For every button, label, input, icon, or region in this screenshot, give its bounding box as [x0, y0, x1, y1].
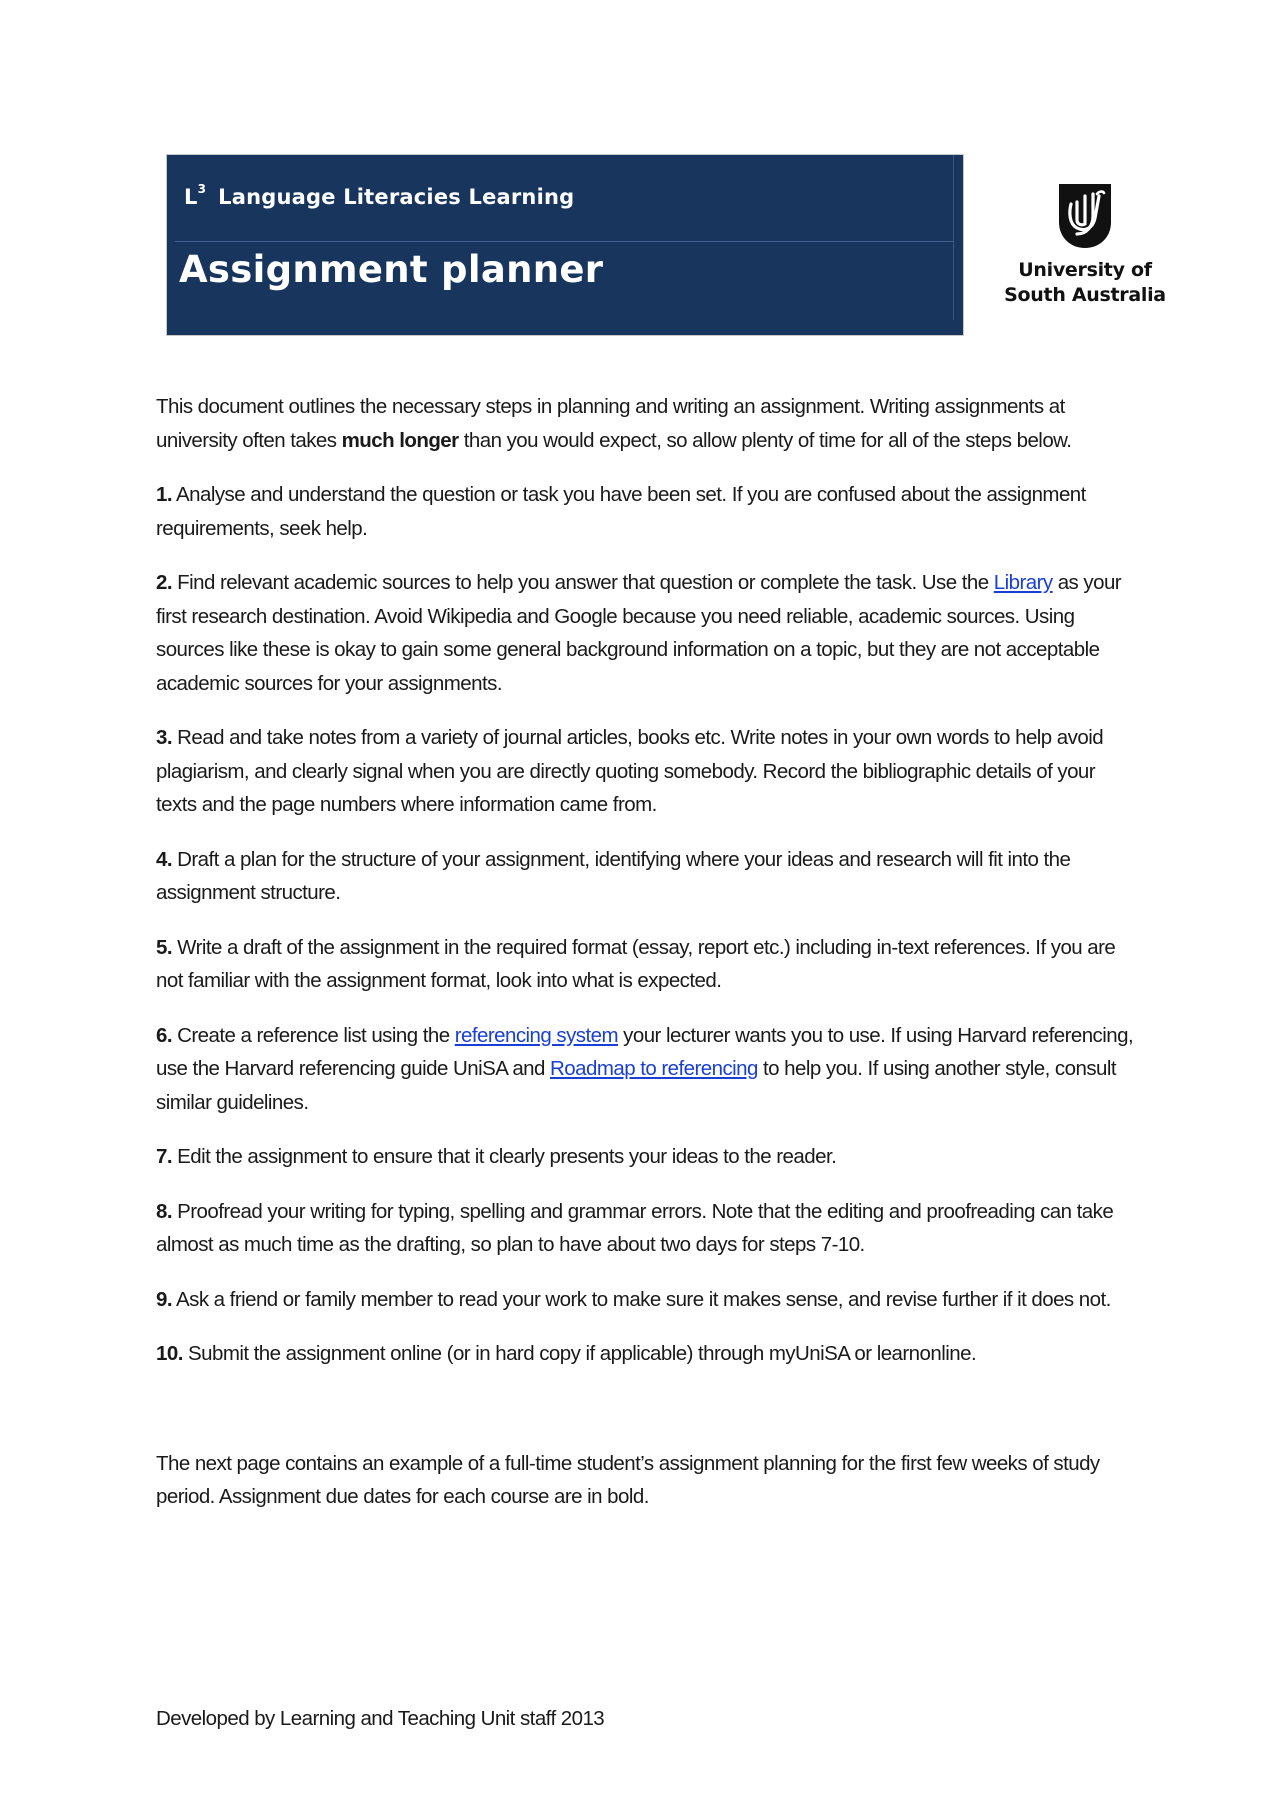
emphasis-text: much longer: [341, 428, 459, 452]
step-4: 4. Draft a plan for the structure of your assignment, identifying where your ideas and research will fit into the assignment structure.: [156, 847, 1071, 904]
unisa-shield-icon: [1057, 182, 1113, 250]
step-number: 9.: [156, 1287, 172, 1311]
l3-mark: $L^3$: [184, 182, 207, 209]
step-5: 5. Write a draft of the assignment in the required format (essay, report etc.) including in-text references. If you are not familiar with the assignment format, look into what is expected.: [156, 935, 1116, 992]
step-9: 9. Ask a friend or family member to read your work to make sure it makes sense, and revise further if it does not.: [156, 1287, 1111, 1311]
university-name: University of South Australia: [1004, 259, 1166, 306]
step-number: 4.: [156, 847, 172, 871]
step-3: 3. Read and take notes from a variety of journal articles, books etc. Write notes in your own words to help avoid plagiarism, and clearly signal when you are directly quoting somebody. Record the bibliographic details of your texts and the page numbers where information came from.: [156, 726, 1104, 816]
step-number: 7.: [156, 1145, 172, 1168]
university-logo: [1000, 182, 1170, 308]
banner-divider-vertical: [953, 155, 954, 320]
banner-subtitle: [184, 182, 575, 209]
step-10: 10. Submit the assignment online (or in hard copy if applicable) through myUniSA or learnonline.: [156, 1342, 977, 1365]
header-banner: [166, 154, 964, 336]
referencing-system-link[interactable]: referencing system: [454, 1023, 618, 1047]
subtitle-text: Language Literacies Learning: [218, 185, 575, 209]
step-number: 3.: [156, 726, 172, 749]
step-number: 2.: [156, 571, 172, 594]
roadmap-to-referencing-link[interactable]: Roadmap to referencing: [550, 1057, 758, 1080]
next-page-note: The next page contains an example of a full-time student’s assignment planning for the first few weeks of study period. Assignment due dates for each course are in bold.: [156, 1451, 1100, 1508]
step-2: 2. Find relevant academic sources to help you answer that question or complete the task. Use the Library as your first research destination. Avoid Wikipedia and Google because you need reliable, academic sources. Using sources like these is okay to gain some general background information on a topic, but they are not acceptable academic sources for your assignments.: [156, 571, 1122, 695]
banner-divider: [175, 241, 953, 242]
step-number: 10.: [156, 1342, 183, 1365]
library-link[interactable]: Library: [993, 571, 1053, 594]
intro-paragraph: This document outlines the necessary steps in planning and writing an assignment. Writing assignments at university often takes much longer than you would expect, so allow plenty of time for all of the steps below.: [156, 395, 1072, 452]
step-number: 8.: [156, 1199, 172, 1223]
step-6: 6. Create a reference list using the referencing system your lecturer wants you to use. If using Harvard referencing, use the Harvard referencing guide UniSA and Roadmap to referencing to help you. If using another style, consult similar guidelines.: [156, 1023, 1134, 1114]
footer-credit: Developed by Learning and Teaching Unit staff 2013: [156, 1707, 605, 1730]
document-body: [156, 390, 1136, 1535]
step-7: 7. Edit the assignment to ensure that it clearly presents your ideas to the reader.: [156, 1145, 837, 1168]
step-number: 1.: [156, 483, 172, 506]
step-number: 6.: [156, 1023, 172, 1047]
step-8: 8. Proofread your writing for typing, spelling and grammar errors. Note that the editing and proofreading can take almost as much time as the drafting, so plan to have about two days for steps 7-10.: [156, 1199, 1114, 1256]
step-1: 1. Analyse and understand the question or task you have been set. If you are confused about the assignment requirements, seek help.: [156, 483, 1086, 540]
page-title: Assignment planner: [179, 248, 604, 291]
step-number: 5.: [156, 935, 172, 959]
